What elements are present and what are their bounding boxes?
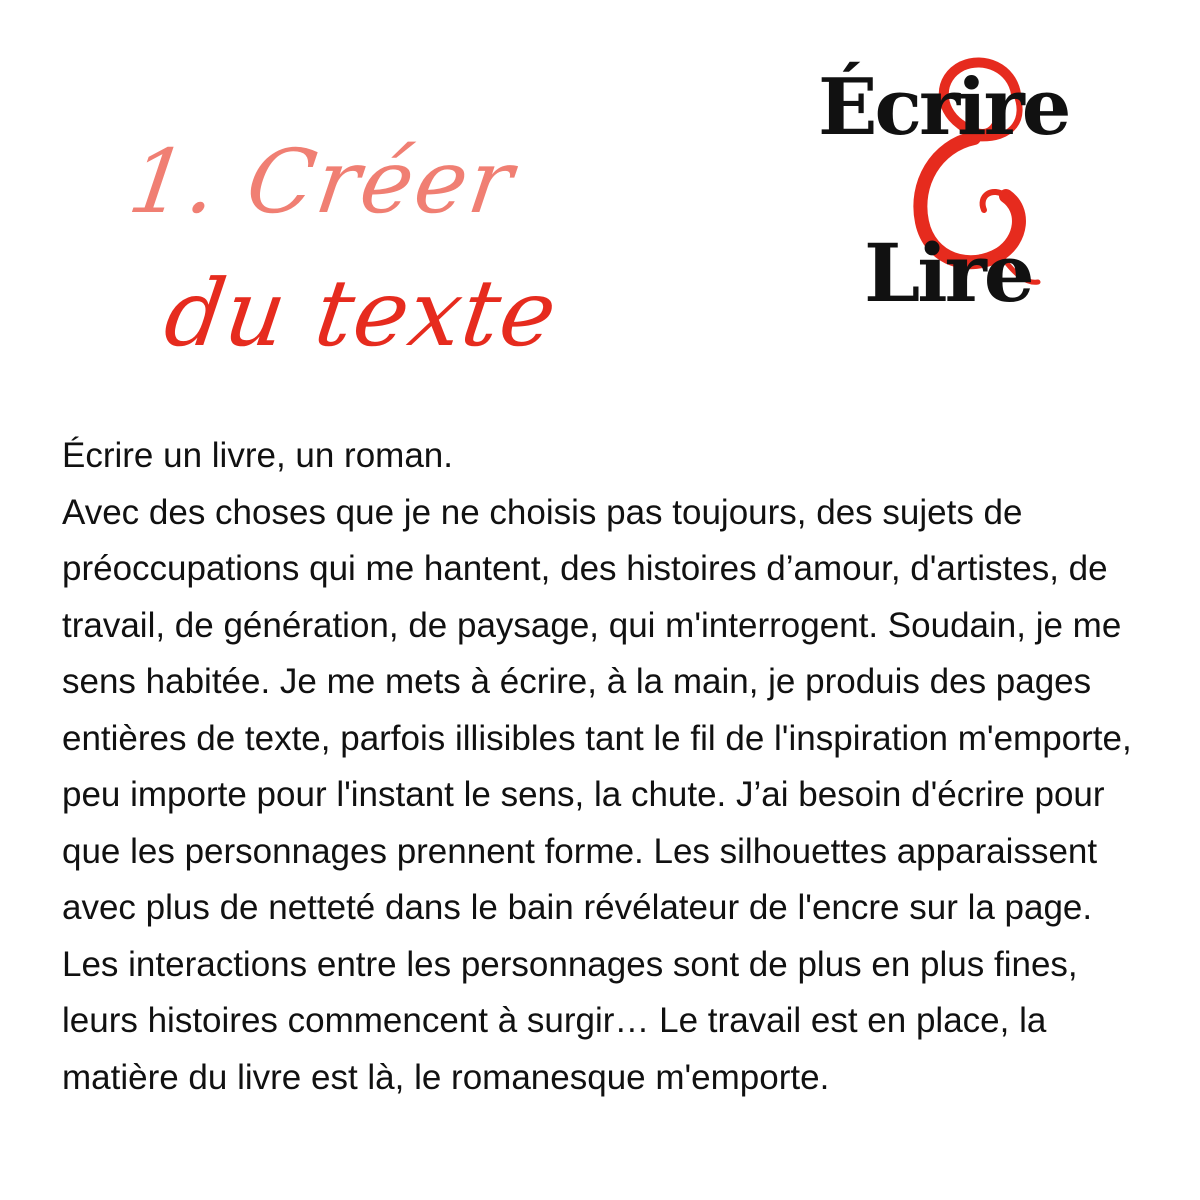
heading-line-1: 1. Créer — [122, 130, 521, 233]
ampersand-glyph: & — [866, 46, 867, 47]
heading-line-2: du texte — [158, 260, 564, 367]
logo-word-ecrire: Écrire — [818, 62, 1069, 153]
ecrire-et-lire-logo — [810, 40, 1100, 320]
body-paragraph: Écrire un livre, un roman. Avec des choses que je ne choisis pas toujours, des sujets de préoccupations qui me hantent, des histoires d’amour, d'artistes, de travail, de génération, de paysage, qui m'interrogent. Soudain, je me sens habitée. Je me mets à écrire, à la main, je produis des pages entières de texte, parfois illisibles tant le fil de l'inspiration m'emporte, peu importe pour l'instant le sens, la chute. J’ai besoin d'écrire pour que les personnages prennent forme. Les silhouettes apparaissent avec plus de netteté dans le bain révélateur de l'encre sur la page. Les interactions entre les personnages sont de plus en plus fines, leurs histoires commencent à surgir… Le travail est en place, la matière du livre est là, le romanesque m'emporte. — [62, 436, 1132, 1097]
logo-word-lire: Lire — [864, 226, 1032, 320]
page-heading — [122, 120, 564, 380]
